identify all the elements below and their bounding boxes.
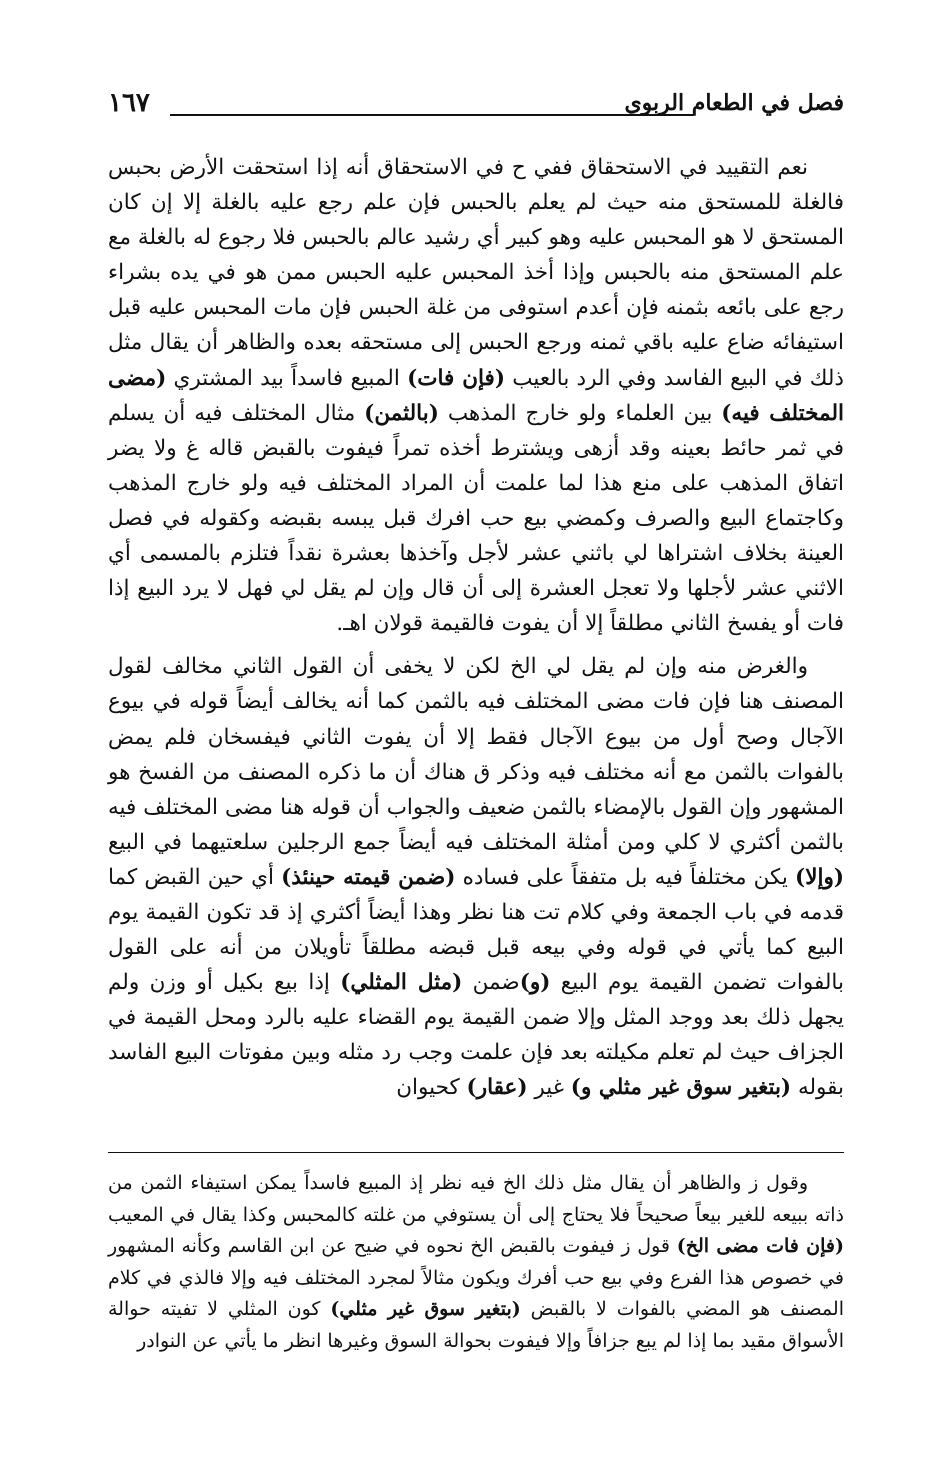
- matn-quote: (عقار): [466, 1075, 528, 1101]
- footnote-paragraph: [108, 1168, 844, 1358]
- text-run: نعم التقييد في الاستحقاق ففي ح في الاستحقاق أنه إذا استحقت الأرض بحبس فالغلة للمستحق منه حيث لم يعلم بالحبس فإن علم رجع عليه بالغلة إلا إن كان المستحق لا هو المحبس عليه وهو كبير أي رشيد عالم بالحبس فلا رجوع له بالغلة مع علم المستحق منه بالحبس وإذا أخذ المحبس عليه الحبس ممن هو في يده بشراء رجع على بائعه بثمنه فإن أعدم استوفى من غلة الحبس فإن مات المحبس عليه قبل استيفائه ضاع عليه باقي ثمنه ورجع الحبس إلى مستحقه بعده والظاهر أن يقال مثل ذلك في البيع الفاسد وفي الرد بالعيب: [108, 155, 844, 391]
- main-paragraph-2: [108, 649, 844, 1105]
- text-run: يكن مختلفاً فيه بل متفقاً على فساده: [455, 864, 796, 890]
- main-paragraph-1: [108, 150, 844, 641]
- matn-quote: (بتغير سوق غير مثلي و): [570, 1075, 792, 1101]
- footnote-text: [108, 1168, 844, 1358]
- page-number: ١٦٧: [108, 88, 150, 118]
- matn-quote: (ضمن قيمته حينئذ): [281, 864, 456, 890]
- running-header: [108, 88, 844, 128]
- text-run: وقول ز والظاهر أن يقال مثل ذلك الخ فيه نظر إذ المبيع فاسداً يمكن استيفاء الثمن من ذاته ببيعه للغير بيعاً صحيحاً فلا يحتاج إلى أن يستوفي من غلته كالمحبس وكذا يقال في المعيب: [108, 1172, 844, 1226]
- text-run: كحيوان: [396, 1075, 467, 1101]
- matn-quote: (بتغير سوق غير مثلي): [330, 1298, 521, 1321]
- main-text: [108, 150, 844, 1114]
- matn-quote: (فإن فات): [407, 365, 505, 391]
- text-run: إذا بيع بكيل أو وزن ولم يجهل ذلك بعد ووجد المثل وإلا ضمن القيمة يوم القضاء عليه بالرد ومحل القيمة في الجزاف حيث لم تعلم مكيلته بعد فإن علمت وجب رد مثله وبين مفوتات البيع الفاسد بقوله: [108, 970, 844, 1101]
- header-rule: [170, 114, 694, 116]
- matn-quote: (وإلا): [795, 864, 845, 890]
- text-run: قول ز فيفوت بالقبض الخ نحوه في ضيح عن ابن القاسم وكأنه المشهور في خصوص هذا الفرع وفي بيع حب أفرك ويكون مثالاً لمجرد المختلف فيه وإلا فالذي في كلام المصنف هو المضي بالفوات لا بالقبض: [108, 1235, 844, 1321]
- matn-quote: (فإن فات مضى الخ): [676, 1235, 844, 1258]
- text-run: المبيع فاسداً بيد المشتري: [166, 365, 408, 391]
- text-run: أي حين القبض كما قدمه في باب الجمعة وفي كلام تت هنا نظر وهذا أيضاً أكثري إذ قد تكون القيمة يوم البيع كما يأتي في قوله وفي بيعه قبل قبضه مطلقاً تأويلان من أنه على القول بالفوات تضمن القيمة يوم البيع: [108, 864, 844, 996]
- text-run: بين العلماء ولو خارج المذهب: [438, 400, 722, 426]
- text-run: مثال المختلف فيه أن يسلم في ثمر حائط بعينه وقد أزهى ويشترط أخذه تمراً فيفوت بالقبض قاله غ ولا يضر اتفاق المذهب على منع هذا لما علمت أن المراد المختلف فيه ولو خارج المذهب وكاجتماع البيع والصرف وكمضي بيع حب افرك قبل يبسه بقبضه وكقوله في فصل العينة بخلاف اشتراها لي باثني عشر لأجل وآخذها بعشرة نقداً فتلزم بالمسمى أي الاثني عشر لأجلها ولا تعجل العشرة إلى أن قال وإن لم يقل لي فهل لا يرد البيع إذا فات أو يفسخ الثاني مطلقاً إلا أن يفوت فالقيمة قولان اهـ.: [108, 400, 844, 637]
- matn-quote: (مثل المثلي): [340, 970, 463, 996]
- text-run: والغرض منه وإن لم يقل لي الخ لكن لا يخفى أن القول الثاني مخالف لقول المصنف هنا فإن فات مضى المختلف فيه بالثمن كما أنه يخالف أيضاً قوله في بيوع الآجال وصح أول من بيوع الآجال فقط إلا أن يفوت الثاني فيفسخان فلم يمض بالفوات بالثمن مع أنه مختلف فيه وذكر ق هناك أن ما ذكره المصنف من الفسخ هو المشهور وإن القول بالإمضاء بالثمن ضعيف والجواب أن قوله هنا مضى المختلف فيه بالثمن أكثري لا كلي ومن أمثلة المختلف فيه أيضاً جمع الرجلين سلعتيهما في البيع: [108, 654, 844, 855]
- footnote-separator: [108, 1152, 844, 1153]
- chapter-title: فصل في الطعام الربوي: [624, 90, 844, 116]
- matn-quote: (مضى المختلف فيه): [108, 365, 844, 426]
- matn-quote: (و): [519, 970, 551, 996]
- text-run: غير: [527, 1075, 571, 1101]
- text-run: ضمن: [462, 970, 520, 996]
- matn-quote: (بالثمن): [364, 400, 439, 426]
- text-run: كون المثلي لا تفيته حوالة الأسواق مقيد بما إذا لم يبع جزافاً وإلا فيفوت بحوالة السوق وغيرها انظر ما يأتي عن النوادر: [108, 1298, 844, 1352]
